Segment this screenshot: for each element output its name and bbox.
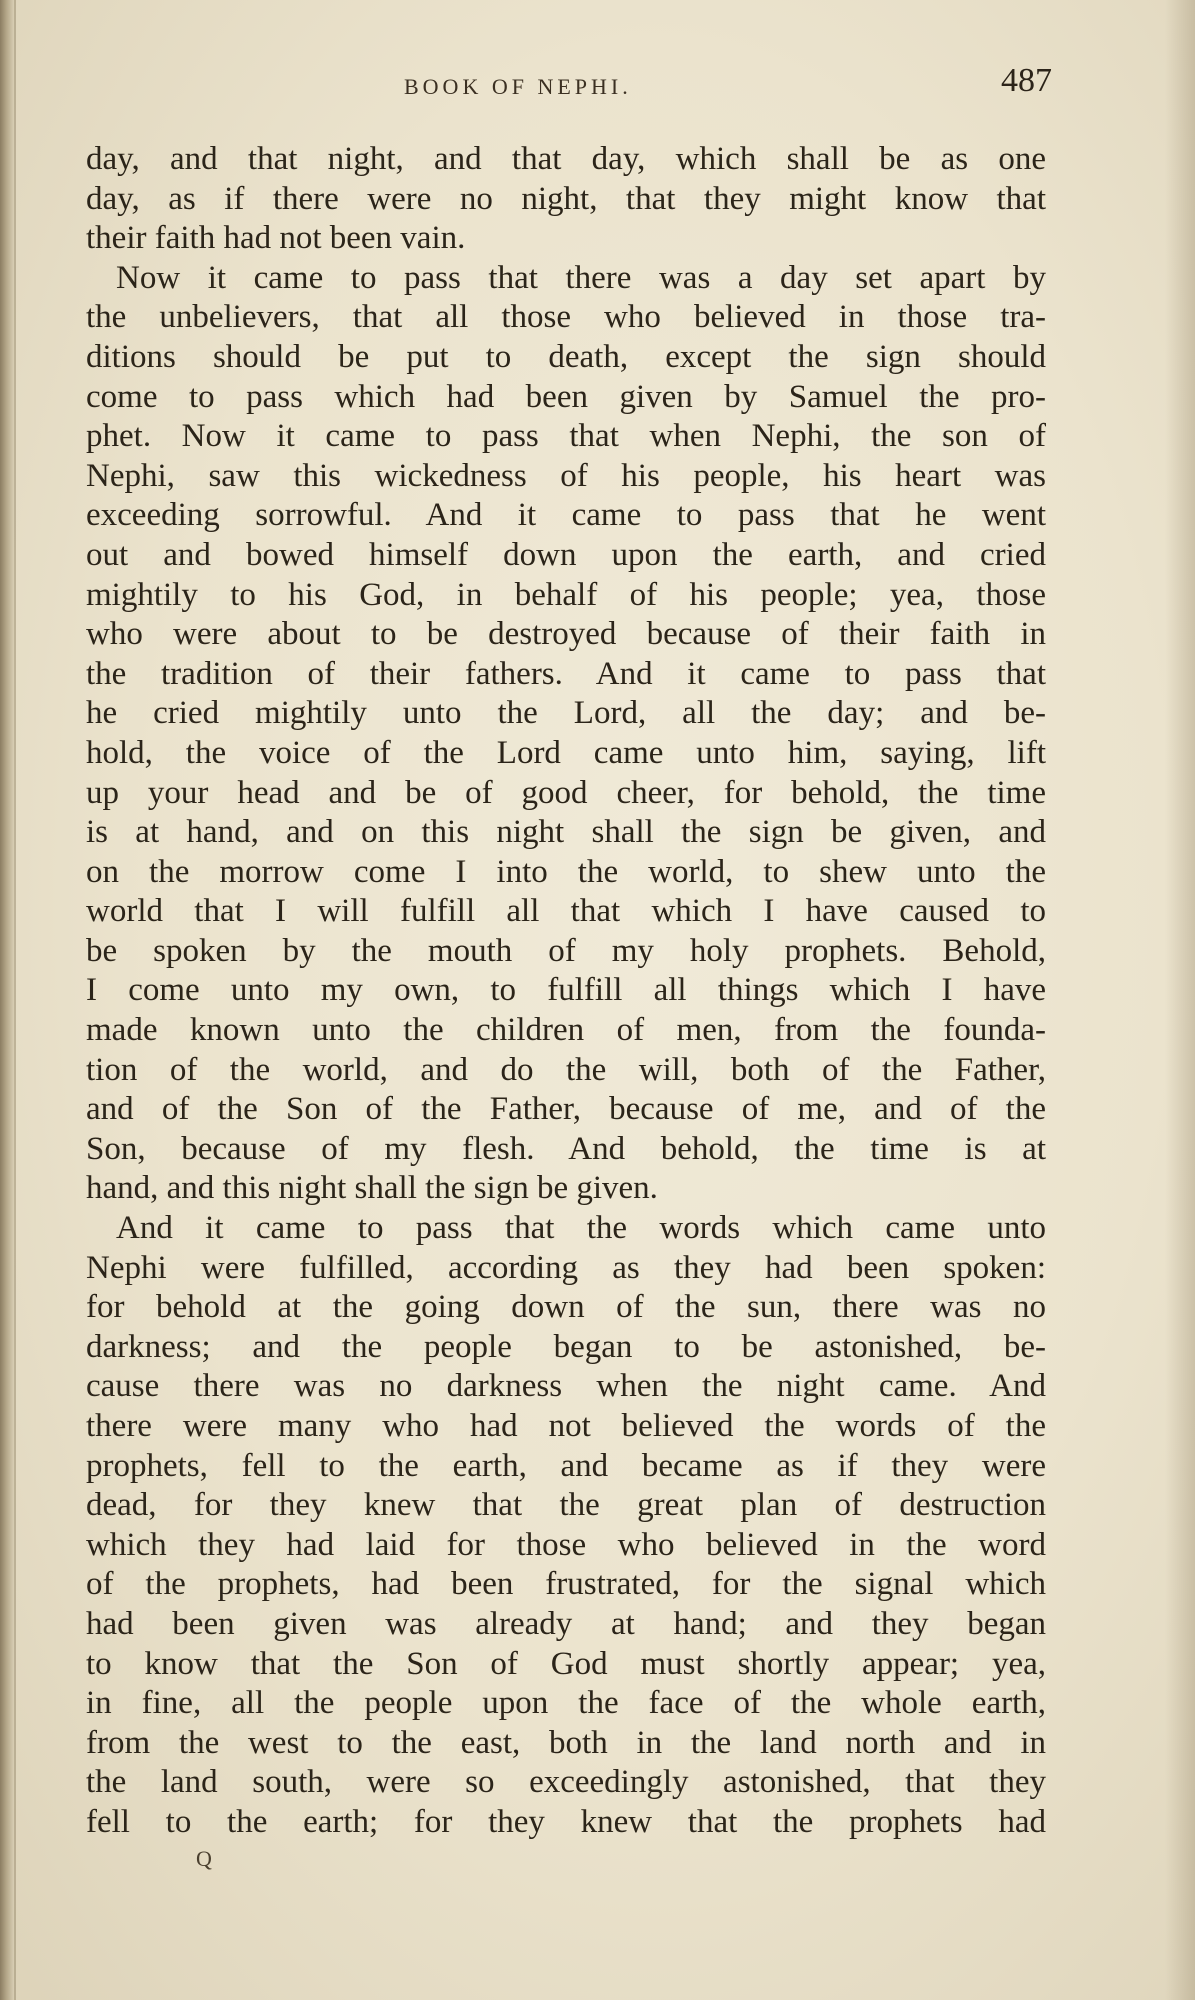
- text-line: had been given was already at hand; and they began: [86, 1605, 1046, 1642]
- text-line: Now it came to pass that there was a day set apart by: [116, 259, 1046, 296]
- text-line: dead, for they knew that the great plan of destruction: [86, 1487, 1046, 1524]
- running-head-title: BOOK OF NEPHI.: [404, 74, 632, 99]
- text-line: ditions should be put to death, except the sign should: [86, 338, 1046, 375]
- text-line: day, and that night, and that day, which shall be as one: [86, 141, 1046, 177]
- text-line: who were about to be destroyed because of their faith in: [86, 616, 1046, 653]
- text-line: hand, and this night shall the sign be given.: [86, 1170, 658, 1207]
- text-line: phet. Now it came to pass that when Nephi, the son of: [86, 418, 1046, 455]
- text-line: hold, the voice of the Lord came unto him, saying, lift: [86, 734, 1046, 771]
- binding-gutter-line: [14, 0, 16, 2000]
- text-line: the unbelievers, that all those who believed in those tra-: [86, 299, 1046, 336]
- running-head: [88, 62, 1088, 122]
- text-line: up your head and be of good cheer, for behold, the time: [86, 774, 1046, 811]
- text-line: the tradition of their fathers. And it came to pass that: [86, 655, 1046, 692]
- text-line: prophets, fell to the earth, and became as if they were: [86, 1447, 1046, 1484]
- text-line: Son, because of my flesh. And behold, the time is at: [86, 1130, 1046, 1167]
- text-line: for behold at the going down of the sun, there was no: [86, 1289, 1046, 1326]
- text-line: mightily to his God, in behalf of his people; yea, those: [86, 576, 1046, 613]
- text-line: fell to the earth; for they knew that the prophets had: [86, 1803, 1046, 1840]
- text-line: he cried mightily unto the Lord, all the day; and be-: [86, 695, 1046, 732]
- text-line: Nephi were fulfilled, according as they had been spoken:: [86, 1249, 1046, 1286]
- text-line: and of the Son of the Father, because of me, and of the: [86, 1091, 1046, 1128]
- text-line: on the morrow come I into the world, to shew unto the: [86, 853, 1046, 890]
- text-line: made known unto the children of men, from the founda-: [86, 1012, 1046, 1049]
- page-edge-shadow: [1165, 0, 1195, 2000]
- text-line: there were many who had not believed the words of the: [86, 1408, 1046, 1444]
- page-number: 487: [1001, 62, 1052, 99]
- text-line: cause there was no darkness when the night came. And: [86, 1368, 1046, 1405]
- text-line: Nephi, saw this wickedness of his people, his heart was: [86, 457, 1046, 494]
- text-line: darkness; and the people began to be astonished, be-: [86, 1328, 1046, 1365]
- text-line: which they had laid for those who believed in the word: [86, 1526, 1046, 1563]
- signature-mark: Q: [196, 1846, 212, 1871]
- text-line: And it came to pass that the words which came unto: [116, 1210, 1046, 1247]
- page-binding-edge: [0, 0, 14, 2000]
- text-line: I come unto my own, to fulfill all things which I have: [86, 972, 1046, 1009]
- text-line: world that I will fulfill all that which I have caused to: [86, 893, 1046, 930]
- text-line: their faith had not been vain.: [86, 220, 466, 257]
- text-line: is at hand, and on this night shall the sign be given, and: [86, 814, 1046, 851]
- text-line: of the prophets, had been frustrated, for the signal which: [86, 1566, 1046, 1603]
- text-line: exceeding sorrowful. And it came to pass that he went: [86, 497, 1046, 534]
- text-line: in fine, all the people upon the face of the whole earth,: [86, 1685, 1046, 1722]
- text-line: out and bowed himself down upon the earth, and cried: [86, 536, 1046, 573]
- text-line: the land south, were so exceedingly astonished, that they: [86, 1764, 1046, 1801]
- text-line: from the west to the east, both in the land north and in: [86, 1724, 1046, 1761]
- text-line: tion of the world, and do the will, both of the Father,: [86, 1051, 1046, 1088]
- text-line: be spoken by the mouth of my holy prophets. Behold,: [86, 932, 1046, 969]
- body-text: [86, 140, 1046, 1860]
- text-line: day, as if there were no night, that they might know that: [86, 180, 1046, 217]
- text-line: to know that the Son of God must shortly appear; yea,: [86, 1645, 1046, 1682]
- text-line: come to pass which had been given by Samuel the pro-: [86, 378, 1046, 415]
